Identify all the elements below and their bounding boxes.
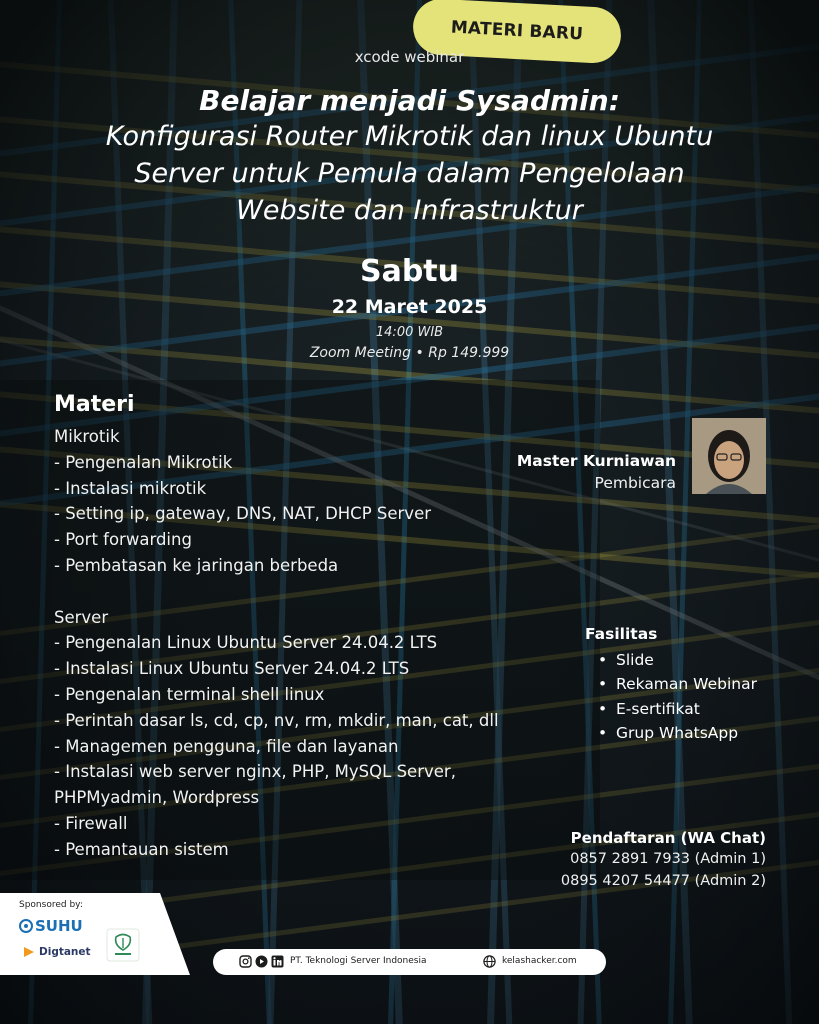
list-item: - Firewall [54, 813, 128, 833]
footer-website-link[interactable]: kelashacker.com [502, 956, 577, 966]
subtitle-line-1: Konfigurasi Router Mikrotik dan linux Ubuntu [105, 121, 714, 152]
list-item: - Pembatasan ke jaringan berbeda [54, 555, 339, 575]
digtanet-logo-icon [23, 946, 35, 958]
list-item: - Pengenalan Mikrotik [54, 452, 233, 472]
suhu-logo [19, 917, 83, 935]
list-item: • Grup WhatsApp [598, 721, 773, 745]
registration-contact-2: 0895 4207 54477 (Admin 2) [560, 873, 766, 889]
brand-name: xcode webinar [354, 48, 465, 66]
list-item: - Managemen pengguna, file dan layanan [54, 736, 399, 756]
speaker-photo [692, 418, 766, 494]
list-item: - Pengenalan terminal shell linux [54, 684, 325, 704]
list-item: - Instalasi mikrotik [54, 478, 207, 498]
event-date: 22 Maret 2025 [331, 296, 488, 318]
digtanet-logo [23, 946, 91, 958]
list-item: - Port forwarding [54, 530, 192, 550]
server-heading: Server [54, 607, 109, 627]
sponsor-label: Sponsored by: [19, 900, 83, 910]
linkedin-icon[interactable] [271, 955, 284, 968]
new-material-badge: MATERI BARU [412, 0, 623, 64]
list-item: - Pengenalan Linux Ubuntu Server 24.04.2 LTS [54, 633, 438, 653]
event-venue-price: Zoom Meeting • Rp 149.999 [309, 345, 510, 361]
materi-list [54, 424, 574, 863]
suhu-logo-text: SUHU [35, 917, 83, 935]
registration-heading: Pendaftaran (WA Chat) [570, 829, 766, 847]
list-item: - Instalasi Linux Ubuntu Server 24.04.2 LTS [54, 659, 410, 679]
list-item: PHPMyadmin, Wordpress [54, 788, 260, 808]
speaker-name: Master Kurniawan [516, 452, 676, 470]
materi-heading: Materi [54, 392, 135, 417]
speaker-role: Pembicara [594, 474, 676, 492]
globe-icon [483, 955, 496, 968]
list-item: - Setting ip, gateway, DNS, NAT, DHCP Server [54, 504, 432, 524]
spacer [54, 579, 574, 605]
digtanet-logo-text: Digtanet [39, 946, 91, 958]
list-item: • Rekaman Webinar [598, 672, 773, 696]
facilities-list [598, 648, 773, 746]
footer-company: PT. Teknologi Server Indonesia [290, 956, 427, 966]
registration-contact-1: 0857 2891 7933 (Admin 1) [570, 851, 766, 867]
subtitle-line-3: Website dan Infrastruktur [236, 195, 583, 226]
youtube-icon[interactable] [255, 955, 268, 968]
subtitle-line-2: Server untuk Pemula dalam Pengelolaan [134, 158, 685, 189]
facilities-heading: Fasilitas [585, 625, 658, 643]
list-item: • E-sertifikat [598, 697, 773, 721]
event-day: Sabtu [359, 254, 460, 289]
event-time: 14:00 WIB [375, 325, 444, 340]
mikrotik-heading: Mikrotik [54, 427, 120, 446]
list-item: - Pemantauan sistem [54, 839, 229, 859]
sponsor-emblem-logo [106, 928, 140, 962]
instagram-icon[interactable] [239, 955, 252, 968]
list-item: - Perintah dasar ls, cd, cp, nv, rm, mkdir, man, cat, dll [54, 710, 499, 730]
list-item: - Instalasi web server nginx, PHP, MySQL Server, [54, 762, 456, 782]
list-item: • Slide [598, 648, 773, 672]
headline: Belajar menjadi Sysadmin: [199, 84, 620, 117]
suhu-logo-icon [19, 919, 33, 933]
